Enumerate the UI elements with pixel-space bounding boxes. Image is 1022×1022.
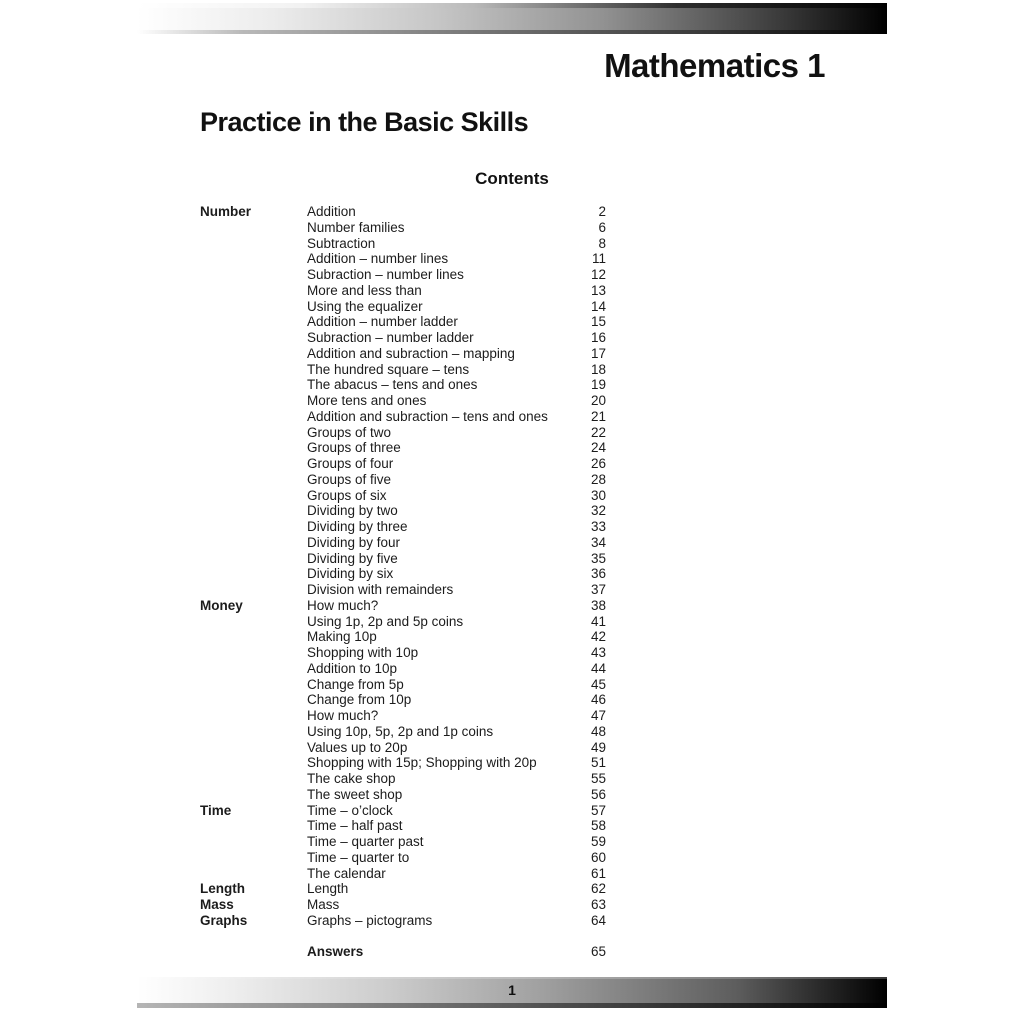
toc-section-label	[200, 551, 307, 567]
toc-entry-title: Using 1p, 2p and 5p coins	[307, 613, 464, 629]
toc-section-label	[200, 314, 307, 330]
toc-entry-title: Time – quarter to	[307, 849, 410, 865]
toc-entry-title: Addition to 10p	[307, 660, 398, 676]
top-banner-band	[137, 8, 887, 30]
toc-row	[200, 204, 606, 220]
toc-entry-page: 13	[590, 282, 606, 298]
toc-entry-page: 38	[590, 597, 606, 613]
toc-section-label	[200, 677, 307, 693]
toc-entry-page: 22	[590, 424, 606, 440]
toc-entry-title: The hundred square – tens	[307, 361, 470, 377]
toc-row	[200, 913, 606, 929]
toc-section-label	[200, 346, 307, 362]
toc-row	[200, 740, 606, 756]
toc-entry-page: 63	[590, 897, 606, 912]
toc-entry-page: 62	[590, 881, 606, 897]
toc-section-label	[200, 393, 307, 409]
toc-entry-title: Time – quarter past	[307, 834, 424, 849]
toc-entry-page: 26	[590, 456, 606, 471]
toc-section-label	[200, 425, 307, 441]
toc-section-label	[200, 787, 307, 803]
toc-entry-title: Using the equalizer	[307, 298, 423, 314]
toc-entry-title: Addition and subraction – mapping	[307, 345, 515, 361]
toc-entry-page: 57	[590, 802, 606, 818]
toc-row	[200, 866, 606, 882]
toc-section-label	[200, 236, 307, 252]
toc-section-label	[200, 220, 307, 236]
toc-rows	[200, 204, 606, 929]
contents-heading: Contents	[475, 169, 549, 188]
toc-entry-page: 6	[598, 219, 606, 235]
toc-section-label	[200, 267, 307, 283]
toc-entry-title: The calendar	[307, 865, 386, 881]
toc-section-label	[200, 771, 307, 787]
toc-entry-page: 65	[590, 944, 606, 960]
toc-section-label	[200, 850, 307, 866]
toc-section-label: Mass	[200, 897, 234, 912]
toc-row	[200, 614, 606, 630]
toc-entry-page: 11	[591, 251, 606, 267]
bottom-banner-rule	[137, 1003, 887, 1008]
toc-entry-page: 35	[590, 550, 606, 566]
toc-row	[200, 834, 606, 850]
toc-row	[200, 440, 606, 456]
toc-entry-title: How much?	[307, 597, 379, 613]
toc-row	[200, 566, 606, 582]
toc-section-label: Graphs	[200, 912, 248, 928]
toc-section-label	[200, 519, 307, 535]
toc-row	[200, 598, 606, 614]
toc-entry-page: 17	[590, 345, 606, 361]
toc-entry-title: Groups of four	[307, 456, 394, 471]
toc-row	[200, 425, 606, 441]
toc-row	[200, 803, 606, 819]
toc-entry-title: Subtraction	[307, 235, 376, 251]
toc-row	[200, 503, 606, 519]
toc-entry-title: Addition – number lines	[307, 251, 449, 267]
toc-entry-page: 42	[590, 629, 606, 645]
toc-entry-page: 20	[590, 393, 606, 408]
toc-row	[200, 283, 606, 299]
toc-entry-title: Answers	[307, 944, 364, 960]
toc-entry-title: Mass	[307, 897, 340, 912]
toc-section-label	[200, 614, 307, 630]
toc-row	[200, 346, 606, 362]
toc-section-label	[200, 724, 307, 740]
toc-section-label	[200, 708, 307, 724]
toc-entry-page: 55	[590, 771, 606, 786]
toc-row	[200, 519, 606, 535]
toc-section-label	[200, 409, 307, 425]
toc-section-label	[200, 535, 307, 551]
series-title: Practice in the Basic Skills	[200, 107, 529, 137]
toc-entry-page: 12	[590, 267, 606, 282]
toc-entry-title: Shopping with 15p; Shopping with 20p	[307, 755, 537, 771]
toc-section-label	[200, 362, 307, 378]
toc-entry-page: 34	[590, 534, 606, 550]
toc-entry-title: The abacus – tens and ones	[307, 377, 478, 393]
toc-row	[200, 472, 606, 488]
toc-section-label: Number	[200, 204, 252, 219]
toc-section-label	[200, 377, 307, 393]
toc-row	[200, 755, 606, 771]
toc-row	[200, 818, 606, 834]
toc-entry-page: 18	[590, 361, 606, 377]
toc-row	[200, 850, 606, 866]
toc-entry-page: 59	[590, 834, 606, 849]
toc-section-label	[200, 299, 307, 315]
toc-entry-page: 24	[590, 440, 606, 456]
toc-section-label	[200, 834, 307, 850]
toc-row	[200, 897, 606, 913]
toc-section-label	[200, 866, 307, 882]
toc-entry-page: 45	[590, 676, 606, 692]
top-gradient-banner	[137, 3, 887, 34]
toc-entry-title: Addition and subraction – tens and ones	[307, 408, 548, 424]
toc-entry-title: The sweet shop	[307, 786, 403, 802]
toc-row	[200, 236, 606, 252]
toc-entry-title: Graphs – pictograms	[307, 912, 433, 928]
toc-section-label	[200, 472, 307, 488]
toc-entry-title: Time – o’clock	[307, 802, 393, 818]
toc-entry-page: 8	[598, 235, 606, 251]
bottom-banner-band	[137, 979, 887, 1003]
toc-entry-title: Dividing by four	[307, 534, 401, 550]
toc-section-label	[200, 645, 307, 661]
toc-entry-page: 48	[590, 723, 606, 739]
toc-entry-title: Dividing by two	[307, 503, 398, 519]
toc-entry-title: Groups of three	[307, 440, 401, 456]
toc-row	[200, 488, 606, 504]
toc-row	[200, 787, 606, 803]
toc-row	[200, 629, 606, 645]
toc-entry-title: Dividing by five	[307, 550, 398, 566]
toc-entry-page: 28	[590, 471, 606, 487]
toc-section-label: Money	[200, 597, 243, 613]
toc-entry-page: 30	[590, 487, 606, 503]
toc-entry-title: How much?	[307, 708, 379, 723]
toc-section-label	[200, 456, 307, 472]
toc-section-label	[200, 661, 307, 677]
toc-row	[200, 708, 606, 724]
toc-entry-title: Number families	[307, 219, 405, 235]
toc-row	[200, 724, 606, 740]
toc-entry-page: 61	[590, 865, 606, 881]
toc-row	[200, 362, 606, 378]
toc-section-label: Length	[200, 881, 245, 897]
toc-row	[200, 881, 606, 897]
toc-entry-page: 15	[590, 314, 606, 330]
toc-section-label: Time	[200, 802, 232, 818]
toc-row	[200, 299, 606, 315]
toc-entry-page: 32	[590, 503, 606, 519]
toc-entry-page: 64	[590, 912, 606, 928]
toc-section-label	[200, 251, 307, 267]
toc-entry-title: Subraction – number ladder	[307, 330, 474, 345]
toc-row	[200, 267, 606, 283]
toc-row	[200, 661, 606, 677]
toc-section-label	[200, 944, 307, 960]
toc-row	[200, 314, 606, 330]
toc-entry-page: 2	[598, 204, 606, 219]
toc-section-label	[200, 582, 307, 598]
toc-row	[200, 251, 606, 267]
toc-entry-title: Dividing by three	[307, 519, 408, 534]
toc-entry-page: 16	[590, 330, 606, 345]
toc-row	[200, 330, 606, 346]
toc-entry-title: Length	[307, 881, 349, 897]
toc-row	[200, 456, 606, 472]
toc-row	[200, 551, 606, 567]
toc-entry-title: More and less than	[307, 282, 422, 298]
toc-row	[200, 535, 606, 551]
toc-entry-page: 60	[590, 849, 606, 865]
toc-entry-title: Values up to 20p	[307, 739, 408, 755]
toc-section-label	[200, 440, 307, 456]
toc-row	[200, 771, 606, 787]
toc-entry-page: 14	[590, 298, 606, 314]
toc-entry-title: Using 10p, 5p, 2p and 1p coins	[307, 723, 494, 739]
toc-entry-title: Shopping with 10p	[307, 645, 419, 660]
toc-entry-title: More tens and ones	[307, 393, 427, 408]
toc-entry-page: 47	[590, 708, 606, 723]
toc-entry-title: Addition	[307, 204, 356, 219]
toc-entry-title: Division with remainders	[307, 582, 454, 597]
toc-entry-title: Change from 10p	[307, 692, 412, 708]
toc-entry-page: 36	[590, 566, 606, 582]
toc-row	[200, 677, 606, 693]
toc-entry-page: 43	[590, 645, 606, 660]
toc-section-label	[200, 740, 307, 756]
toc-section-label	[200, 818, 307, 834]
toc-entry-title: Groups of six	[307, 487, 387, 503]
top-banner-rule	[137, 30, 887, 34]
toc-entry-title: Time – half past	[307, 818, 403, 834]
toc-row	[200, 582, 606, 598]
toc-row	[200, 220, 606, 236]
page-number: 1	[508, 982, 516, 998]
toc-section-label	[200, 692, 307, 708]
toc-row	[200, 692, 606, 708]
toc-section-label	[200, 330, 307, 346]
toc-section-label	[200, 488, 307, 504]
toc-answers-row	[200, 944, 606, 960]
toc-entry-title: Change from 5p	[307, 676, 404, 692]
toc-entry-page: 33	[590, 519, 606, 534]
toc-row	[200, 645, 606, 661]
toc-entry-page: 51	[590, 755, 606, 771]
toc-entry-title: Addition – number ladder	[307, 314, 458, 330]
toc-row	[200, 377, 606, 393]
toc-entry-title: Making 10p	[307, 629, 377, 645]
toc-section-label	[200, 283, 307, 299]
toc-entry-page: 19	[590, 377, 606, 393]
toc-entry-page: 21	[590, 408, 606, 424]
toc-entry-page: 46	[590, 692, 606, 708]
toc-row	[200, 393, 606, 409]
toc-entry-page: 41	[590, 613, 606, 629]
bottom-gradient-banner	[137, 977, 887, 1010]
toc-section-label	[200, 503, 307, 519]
toc-entry-page: 44	[590, 660, 606, 676]
book-title: Mathematics 1	[604, 47, 825, 84]
toc-row	[200, 409, 606, 425]
toc-entry-title: Groups of five	[307, 471, 392, 487]
toc-entry-page: 58	[590, 818, 606, 834]
toc-entry-title: Groups of two	[307, 424, 392, 440]
toc-entry-page: 56	[590, 786, 606, 802]
toc-section-label	[200, 566, 307, 582]
table-of-contents	[200, 204, 606, 960]
toc-section-label	[200, 755, 307, 771]
toc-entry-page: 49	[590, 739, 606, 755]
toc-entry-page: 37	[590, 582, 606, 597]
toc-entry-title: Dividing by six	[307, 566, 394, 582]
toc-entry-title: The cake shop	[307, 771, 396, 786]
toc-section-label	[200, 629, 307, 645]
toc-entry-title: Subraction – number lines	[307, 267, 464, 282]
